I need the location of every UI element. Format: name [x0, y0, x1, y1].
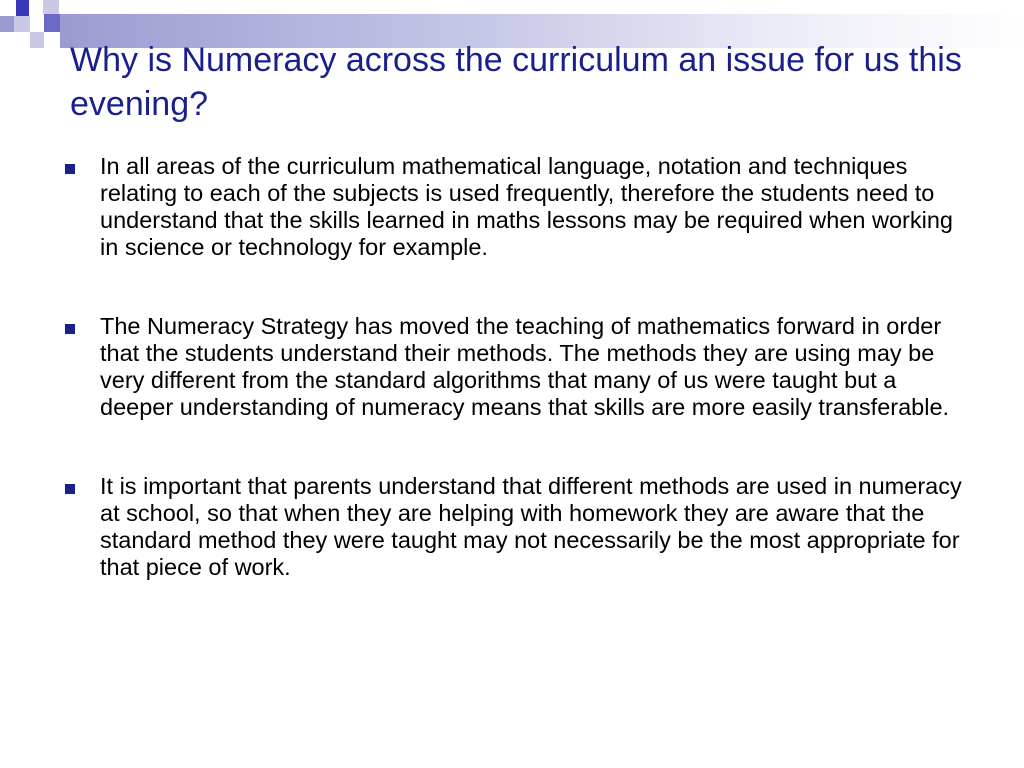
- header-square-decoration: [43, 0, 59, 14]
- bullet-text: It is important that parents understand that different methods are used in numeracy at school, so that when they are helping with homework they are aware that the standard method they were taught may not necessarily be the most appropriate for that piece of work.: [100, 473, 962, 580]
- square-bullet-icon: [65, 164, 75, 174]
- header-square-decoration: [14, 16, 30, 32]
- bullet-item: [62, 473, 962, 581]
- bullet-text: The Numeracy Strategy has moved the teaching of mathematics forward in order that the students understand their methods. The methods they are using may be very different from the standard algorithms that many of us were taught but a deeper understanding of numeracy means that skills are more easily transferable.: [100, 313, 950, 420]
- header-square-decoration: [30, 32, 44, 48]
- bullet-list: [62, 153, 962, 581]
- header-square-decoration: [0, 16, 14, 32]
- bullet-text: In all areas of the curriculum mathematical language, notation and techniques relating to each of the subjects is used frequently, therefore the students need to understand that the skills learned in maths lessons may be required when working in science or technology for example.: [100, 153, 953, 260]
- square-bullet-icon: [65, 484, 75, 494]
- bullet-item: [62, 313, 962, 421]
- bullet-item: [62, 153, 962, 261]
- slide-title: Why is Numeracy across the curriculum an issue for us this evening?: [70, 41, 962, 123]
- header-square-decoration: [16, 0, 29, 16]
- header-square-decoration: [30, 16, 44, 32]
- header-square-decoration: [44, 14, 60, 32]
- square-bullet-icon: [65, 324, 75, 334]
